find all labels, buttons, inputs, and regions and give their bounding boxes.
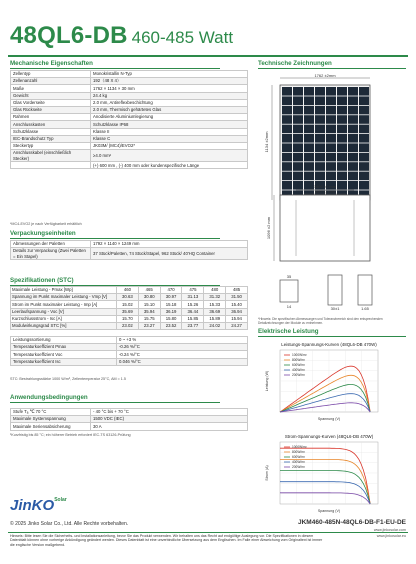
table-row	[11, 423, 248, 430]
solar-cell	[337, 162, 347, 171]
table-row	[11, 78, 248, 85]
row-label: Abmessungen der Paletten	[11, 241, 91, 248]
solar-cell	[282, 87, 292, 96]
page-title	[10, 22, 233, 52]
row-value: 2.0 mm, Antireflexbeschichtung	[91, 99, 248, 106]
solar-cell	[359, 87, 369, 96]
solar-cell	[359, 172, 369, 181]
legend-label: 600W/m²	[292, 455, 305, 460]
row-value: Klasse II	[91, 128, 248, 135]
solar-cell	[282, 115, 292, 124]
row-value: 24.27	[226, 322, 248, 329]
row-value: 0.046 %/°C	[117, 358, 248, 365]
legend-label: 800W/m²	[292, 450, 305, 455]
solar-cell	[348, 172, 358, 181]
row-value: 15.70	[117, 315, 139, 322]
table-row	[11, 121, 248, 128]
row-value: 36.44	[182, 308, 204, 315]
logo-text: JinKO	[10, 497, 55, 514]
row-label: Steckertyp	[11, 142, 91, 149]
row-label: Maximale Leistung - Pmax [Wp]	[11, 287, 117, 294]
solar-cell	[315, 125, 325, 134]
row-value: 1500 VDC (IEC)	[91, 416, 248, 423]
row-label: Maximale Systemspannung	[11, 416, 91, 423]
table-row	[11, 322, 248, 329]
row-value: 36.94	[226, 308, 248, 315]
table-row	[11, 301, 248, 308]
solar-cell	[326, 143, 336, 152]
solar-cell	[293, 134, 303, 143]
app-table	[10, 408, 248, 431]
solar-cell	[326, 87, 336, 96]
solar-cell	[304, 106, 314, 115]
solar-cell	[359, 143, 369, 152]
solar-cell	[304, 153, 314, 162]
copyright: © 2025 Jinko Solar Co., Ltd. Alle Rechte vorbehalten.	[10, 521, 129, 527]
row-label: IEC-Brandschutz Typ	[11, 135, 91, 142]
title-rule	[8, 55, 408, 57]
solar-cell	[337, 87, 347, 96]
solar-cell	[326, 115, 336, 124]
solar-cell	[359, 134, 369, 143]
frame-section-drawing	[280, 275, 372, 305]
solar-cell	[315, 172, 325, 181]
row-value: ≥4.0 mm²	[91, 150, 248, 162]
drawing-note: *Hinweis: Die spezifischen Abmessungen und Toleranzbereich sind den entsprechenden Detailzeichnungen der Module zu entnehmen.	[258, 317, 383, 325]
row-label: Modulwirkungsgrad STC [%]	[11, 322, 117, 329]
row-value: 23.52	[160, 322, 182, 329]
table-row	[11, 162, 248, 169]
solar-cell	[315, 153, 325, 162]
row-label: Anschlusskabel (einschließlich Stecker)	[11, 150, 91, 162]
solar-cell	[315, 162, 325, 171]
legend-label: 200W/m²	[292, 373, 305, 378]
row-value: - 40 °C bis + 70 °C	[91, 409, 248, 416]
row-value: 15.18	[160, 301, 182, 308]
website-2[interactable]: www.jinkosolar.eu	[376, 534, 406, 538]
legend-label: 800W/m²	[292, 358, 305, 363]
dim-s1: 35	[286, 274, 292, 279]
row-label: Zellenanzahl	[11, 78, 91, 85]
solar-cell	[337, 96, 347, 105]
table-row	[11, 150, 248, 162]
jinko-logo	[10, 497, 67, 514]
row-value: 0 ~ +3 %	[117, 337, 248, 344]
y-axis-label: Leistung (W)	[265, 370, 269, 392]
row-value: 30.80	[138, 294, 160, 301]
row-value: 15.10	[138, 301, 160, 308]
row-label: Spannung im Punkt maximaler Leistung - Vmp [V]	[11, 294, 117, 301]
power-range: 460-485 Watt	[131, 28, 234, 47]
solar-cell	[359, 181, 369, 190]
solar-cell	[326, 106, 336, 115]
solar-cell	[337, 172, 347, 181]
row-value: 23.02	[117, 322, 139, 329]
table-row	[11, 248, 248, 260]
row-value: 36.69	[204, 308, 226, 315]
row-label: Temperaturkoeffizient Isc	[11, 358, 117, 365]
row-label: Rahmen	[11, 114, 91, 121]
solar-cell	[337, 106, 347, 115]
solar-cell	[348, 106, 358, 115]
row-value: 2.0 mm, Thermisch gehärtetes Glas	[91, 106, 248, 113]
solar-cell	[293, 162, 303, 171]
solar-cell	[304, 87, 314, 96]
chart-current	[258, 432, 408, 523]
solar-cell	[282, 143, 292, 152]
row-label: Stufe Tₐ ℃ 70 °C	[11, 409, 91, 416]
row-value: 24.4 kg	[91, 92, 248, 99]
stc-note: STC: Bestrahlungsstärke 1000 W/m², Zellentemperatur 25°C, AM = 1.5	[10, 377, 126, 381]
mech-note: *MC4-EVO2 je nach Verfügbarkeit erhältlich	[10, 222, 82, 226]
table-row	[11, 114, 248, 121]
solar-cell	[315, 96, 325, 105]
row-label: Maße	[11, 85, 91, 92]
row-value: 15.75	[138, 315, 160, 322]
technical-drawings	[258, 70, 408, 330]
dim-mount-c: 1096 ±2 mm	[266, 216, 271, 240]
solar-cell	[282, 134, 292, 143]
solar-cell	[359, 125, 369, 134]
solar-cell	[304, 172, 314, 181]
solar-cell	[282, 172, 292, 181]
row-value: 485	[226, 287, 248, 294]
row-label: Leistungssortierung	[11, 337, 117, 344]
solar-cell	[293, 143, 303, 152]
row-value: 24.02	[204, 322, 226, 329]
solar-cell	[282, 181, 292, 190]
chart-power	[258, 340, 408, 431]
solar-cell	[359, 96, 369, 105]
row-value: 31.32	[204, 294, 226, 301]
row-label: Temperaturkoeffizient Voc	[11, 351, 117, 358]
row-value: 1762 × 1134 × 30 mm	[91, 85, 248, 92]
row-value: Anodisierte Aluminiumlegierung	[91, 114, 248, 121]
solar-cell	[326, 172, 336, 181]
row-label: Leerlaufspannung - Voc [V]	[11, 308, 117, 315]
solar-cell	[359, 106, 369, 115]
solar-cell	[359, 115, 369, 124]
solar-cell	[337, 153, 347, 162]
row-value: 15.94	[226, 315, 248, 322]
solar-cell	[326, 162, 336, 171]
table-row	[11, 315, 248, 322]
row-label: Glas Rückseite	[11, 106, 91, 113]
row-label: Anschlusskasten	[11, 121, 91, 128]
solar-cell	[348, 162, 358, 171]
solar-cell	[293, 153, 303, 162]
solar-cell	[315, 106, 325, 115]
row-value: 30.97	[160, 294, 182, 301]
solar-cell	[315, 87, 325, 96]
front-view-drawing	[272, 78, 370, 200]
solar-cell	[326, 125, 336, 134]
solar-cell	[337, 115, 347, 124]
solar-cell	[348, 134, 358, 143]
row-value: 465	[138, 287, 160, 294]
row-label: Details zur Verpackung (Zwei Paletten = Ein Stapel)	[11, 248, 91, 260]
logo-sub: Solar	[54, 497, 67, 503]
dim-s2: 14	[286, 304, 292, 309]
row-value: 31.13	[182, 294, 204, 301]
solar-cell	[304, 181, 314, 190]
coef-table	[10, 336, 248, 366]
row-value: 37 Stück/Paletten, 74 Stück/Stapel, 962 Stück/ 40'HQ Container	[91, 248, 248, 260]
solar-cell	[348, 115, 358, 124]
table-row	[11, 135, 248, 142]
solar-cell	[348, 87, 358, 96]
section-draw: Technische Zeichnungen	[258, 60, 406, 69]
solar-cell	[293, 125, 303, 134]
legend-label: 400W/m²	[292, 368, 305, 373]
row-value: -0.24 %/°C	[117, 351, 248, 358]
table-row	[11, 294, 248, 301]
table-row	[11, 142, 248, 149]
solar-cell	[304, 162, 314, 171]
row-value: 15.80	[160, 315, 182, 322]
solar-cell	[337, 134, 347, 143]
solar-cell	[348, 125, 358, 134]
solar-cell	[304, 143, 314, 152]
solar-cell	[359, 153, 369, 162]
solar-cell	[282, 153, 292, 162]
row-value: 30.63	[117, 294, 139, 301]
dim-width: 1762 ±2mm	[314, 73, 336, 78]
solar-cell	[315, 115, 325, 124]
row-value: 192（48 X 4）	[91, 78, 248, 85]
solar-cell	[282, 162, 292, 171]
solar-cell	[326, 153, 336, 162]
row-label: Schutzklasse	[11, 128, 91, 135]
row-value: Schutzklasse IP68	[91, 121, 248, 128]
solar-cell	[282, 125, 292, 134]
section-pack: Verpackungseinheiten	[10, 230, 220, 239]
solar-cell	[359, 162, 369, 171]
row-value: 15.85	[182, 315, 204, 322]
table-row	[11, 409, 248, 416]
solar-cell	[348, 143, 358, 152]
row-value: 15.02	[117, 301, 139, 308]
row-label: Maximale Seriensabsicherung	[11, 423, 91, 430]
dim-mount-a: 1400 ±1 mm	[313, 184, 337, 189]
legend-label: 400W/m²	[292, 460, 305, 465]
solar-cell	[315, 143, 325, 152]
row-value: 15.40	[226, 301, 248, 308]
solar-cell	[304, 115, 314, 124]
dim-s3: 30±1	[330, 306, 340, 311]
row-value: 475	[182, 287, 204, 294]
pack-table	[10, 240, 248, 260]
footer-rule	[8, 532, 408, 533]
row-label: Gewicht	[11, 92, 91, 99]
table-row	[11, 416, 248, 423]
row-value: 1792 × 1140 × 1249 mm	[91, 241, 248, 248]
solar-cell	[293, 172, 303, 181]
x-axis-label: Spannung (V)	[317, 417, 341, 421]
table-row	[11, 287, 248, 294]
row-value: 31.50	[226, 294, 248, 301]
solar-cell	[326, 96, 336, 105]
disclaimer: Hinweis: Bitte lesen Sie die Sicherheits- und Installationsanleitung, bevor Sie das Produkt verwenden. Wir behalten uns das Recht auf endgültige Auslegung vor. Die Spezifikationen in diesem Datenblatt können ohne vorherige Ankündigung geändert werden. Dieses Datenblatt ist eine unverbindliche Übersetzung aus dem Englischen. Im Falle einer Abweichung vom Originaltext ist immer die englische Version maßgebend.	[10, 534, 323, 547]
solar-cell	[293, 115, 303, 124]
solar-cell	[337, 125, 347, 134]
row-label: Kurzschlussstrom - Isc [A]	[11, 315, 117, 322]
table-row	[11, 337, 248, 344]
table-row	[11, 358, 248, 365]
table-row	[11, 344, 248, 351]
row-value: 35.94	[138, 308, 160, 315]
table-row	[11, 92, 248, 99]
row-value: 23.27	[138, 322, 160, 329]
solar-cell	[304, 125, 314, 134]
legend-label: 1000W/m²	[292, 353, 307, 358]
solar-cell	[315, 134, 325, 143]
table-row	[11, 128, 248, 135]
row-label: Strom im Punkt maximaler Leistung - Imp [A]	[11, 301, 117, 308]
section-elec: Elektrische Leistung	[258, 328, 406, 337]
solar-cell	[304, 134, 314, 143]
table-row	[11, 71, 248, 78]
model-title: 48QL6-DB	[10, 22, 128, 49]
website-1[interactable]: www.jinkosolar.com	[373, 528, 406, 532]
row-value: 15.26	[182, 301, 204, 308]
row-value: 36.19	[160, 308, 182, 315]
solar-cell	[282, 106, 292, 115]
row-value: JK03M/ (MC4)/EVO2*	[91, 142, 248, 149]
legend-label: 200W/m²	[292, 465, 305, 470]
section-spec: Spezifikationen (STC)	[10, 277, 220, 286]
chart-title: Leistungs-Spannungs-Kurven (48QL6-DB 470W)	[281, 342, 377, 347]
table-row	[11, 99, 248, 106]
row-value: 23.77	[182, 322, 204, 329]
row-value: 470	[160, 287, 182, 294]
row-value: 480	[204, 287, 226, 294]
solar-cell	[337, 143, 347, 152]
back-view-drawing	[274, 190, 370, 261]
table-row	[11, 241, 248, 248]
row-value: 460	[117, 287, 139, 294]
row-label: Zellentyp	[11, 71, 91, 78]
solar-cell	[304, 96, 314, 105]
x-axis-label: Spannung (V)	[317, 509, 341, 513]
row-value: 30 A	[91, 423, 248, 430]
doc-code: JKM460-485N-48QL6-DB-F1-EU-DE	[298, 519, 406, 526]
y-axis-label: Strom (A)	[265, 465, 269, 481]
section-app: Anwendungsbedingungen	[10, 394, 220, 403]
solar-cell	[293, 181, 303, 190]
row-label: Temperaturkoeffizient Pmax	[11, 344, 117, 351]
solar-cell	[293, 96, 303, 105]
row-value: 35.69	[117, 308, 139, 315]
dim-height: 1134 ±2mm	[264, 131, 269, 153]
table-row	[11, 308, 248, 315]
section-mech: Mechanische Eigenschaften	[10, 60, 220, 69]
solar-cell	[348, 96, 358, 105]
chart-title: Strom-Spannungs-Kurven (48QL6-DB 470W)	[284, 434, 374, 439]
legend-label: 1000W/m²	[292, 445, 307, 450]
app-note: ¹Kurzfristig bis 85 °C; ein höherer Betrieb erfordert IEC-TS 63126-Prüfung	[10, 433, 131, 437]
solar-cell	[326, 134, 336, 143]
row-value: (+) 600 mm , (-) 400 mm oder kundenspezifische Länge	[91, 162, 248, 169]
solar-cell	[293, 87, 303, 96]
row-value: Monokristallin N-Typ	[91, 71, 248, 78]
row-value: Klasse C	[91, 135, 248, 142]
row-value: 15.33	[204, 301, 226, 308]
legend-label: 600W/m²	[292, 363, 305, 368]
solar-cell	[337, 181, 347, 190]
table-row	[11, 351, 248, 358]
dim-s4: 1.65	[361, 306, 369, 311]
solar-cell	[348, 181, 358, 190]
solar-cell	[282, 96, 292, 105]
solar-cell	[348, 153, 358, 162]
table-row	[11, 85, 248, 92]
table-row	[11, 106, 248, 113]
mech-table	[10, 70, 248, 169]
row-value: -0.26 %/°C	[117, 344, 248, 351]
solar-cell	[293, 106, 303, 115]
row-label: Glas Vorderseite	[11, 99, 91, 106]
row-value: 15.89	[204, 315, 226, 322]
spec-table	[10, 286, 248, 330]
dim-mount-b: 860 ±1 mm	[315, 189, 335, 194]
